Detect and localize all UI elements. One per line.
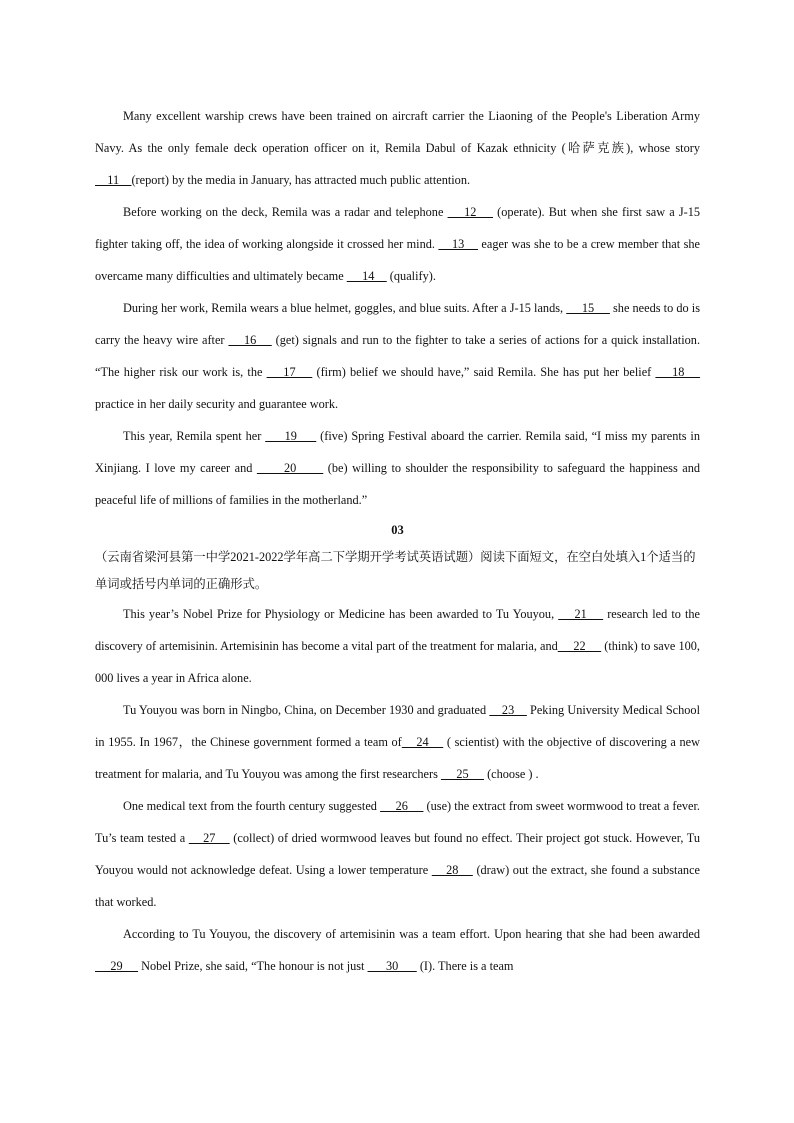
passage-text: (qualify). <box>386 269 436 283</box>
passage-text: (operate). But when she first saw a J-15 fighter taking off, the idea of working alongside it crossed her mind. <box>95 205 701 251</box>
answer-blank[interactable]: 29 <box>95 959 139 973</box>
passage-text: (choose ) . <box>484 767 539 781</box>
answer-blank[interactable]: 27 <box>188 831 230 845</box>
passage-text: research led to the discovery of artemisinin. Artemisinin has become a vital part of the treatment for malaria, and <box>95 607 700 653</box>
paragraph <box>95 196 700 292</box>
passage-text: Before working on the deck, Remila was a radar and telephone <box>123 205 448 219</box>
passage-text: (get) signals and run to the fighter to take a series of actions for a quick installation. “The higher risk our work is, the <box>95 333 701 379</box>
passage-text: (use) the extract from sweet wormwood to treat a fever. Tu’s team tested a <box>95 799 700 845</box>
passage-text: According to Tu Youyou, the discovery of artemisinin was a team effort. Upon hearing that she had been awarded <box>123 927 700 941</box>
answer-blank[interactable]: 13 <box>438 237 479 251</box>
passage-text: Nobel Prize, she said, “The honour is not just <box>138 959 368 973</box>
passage-section-02 <box>95 100 700 516</box>
passage-text: eager was she to be a crew member that she overcame many difficulties and ultimately became <box>95 237 700 283</box>
passage-text: One medical text from the fourth century suggested <box>123 799 381 813</box>
passage-text: (report) by the media in January, has attracted much public attention. <box>131 173 471 187</box>
answer-blank[interactable]: 16 <box>228 333 272 347</box>
answer-blank[interactable]: 14 <box>346 269 387 283</box>
answer-blank[interactable]: 19 <box>265 429 317 443</box>
answer-blank[interactable]: 22 <box>557 639 602 653</box>
answer-blank[interactable]: 12 <box>447 205 494 219</box>
passage-text: (five) Spring Festival aboard the carrier. Remila said, “I miss my parents in Xinjiang. I love my career and <box>95 429 700 475</box>
passage-text: (be) willing to shoulder the responsibility to safeguard the happiness and peaceful life of millions of families in the motherland.” <box>95 461 701 507</box>
paragraph <box>95 790 700 918</box>
paragraph <box>95 694 700 790</box>
answer-blank[interactable]: 21 <box>558 607 604 621</box>
section-number: 03 <box>391 523 404 537</box>
passage-text: (draw) out the extract, she found a substance that worked. <box>95 863 700 909</box>
paragraph <box>95 100 700 196</box>
passage-text: (think) to save 100, 000 lives a year in Africa alone. <box>95 639 700 685</box>
answer-blank[interactable]: 18 <box>655 365 701 379</box>
paragraph <box>95 918 700 982</box>
answer-blank[interactable]: 20 <box>256 461 324 475</box>
passage-text: (firm) belief we should have,” said Remila. She has put her belief <box>312 365 656 379</box>
passage-text: Peking University Medical School in 1955. In 1967，the Chinese government formed a team of <box>95 703 700 749</box>
passage-text: practice in her daily security and guarantee work. <box>95 397 339 411</box>
passage-text: ( scientist) with the objective of discovering a new treatment for malaria, and Tu Youyou was among the first researchers <box>95 735 701 781</box>
passage-text: (collect) of dried wormwood leaves but found no effect. Their project got stuck. However, Tu Youyou would not acknowledge defeat. Using a lower temperature <box>95 831 701 877</box>
passage-section-03 <box>95 598 700 982</box>
passage-text: During her work, Remila wears a blue helmet, goggles, and blue suits. After a J-15 lands, <box>123 301 567 315</box>
answer-blank[interactable]: 26 <box>380 799 424 813</box>
document-page <box>95 100 700 982</box>
answer-blank[interactable]: 15 <box>566 301 610 315</box>
answer-blank[interactable]: 30 <box>367 959 417 973</box>
paragraph <box>95 420 700 516</box>
answer-blank[interactable]: 24 <box>401 735 444 749</box>
paragraph <box>95 598 700 694</box>
passage-text: Many excellent warship crews have been trained on aircraft carrier the Liaoning of the People's Liberation Army Navy. As the only female deck operation officer on it, Remila Dabul of Kazak ethnicity (哈萨克族), whose story <box>95 109 700 155</box>
passage-text: Tu Youyou was born in Ningbo, China, on December 1930 and graduated <box>123 703 490 717</box>
section-instructions: （云南省梁河县第一中学2021-2022学年高二下学期开学考试英语试题）阅读下面短文，在空白处填入1个适当的单词或括号内单词的正确形式。 <box>95 550 696 591</box>
passage-text: she needs to do is carry the heavy wire after <box>95 301 701 347</box>
answer-blank[interactable]: 23 <box>489 703 527 717</box>
passage-text: (I). There is a team <box>416 959 514 973</box>
answer-blank[interactable]: 28 <box>431 863 473 877</box>
answer-blank[interactable]: 17 <box>266 365 313 379</box>
passage-text: This year’s Nobel Prize for Physiology or Medicine has been awarded to Tu Youyou, <box>123 607 559 621</box>
passage-text: This year, Remila spent her <box>123 429 266 443</box>
paragraph <box>95 292 700 420</box>
answer-blank[interactable]: 25 <box>440 767 484 781</box>
answer-blank[interactable]: 11 <box>95 173 132 187</box>
